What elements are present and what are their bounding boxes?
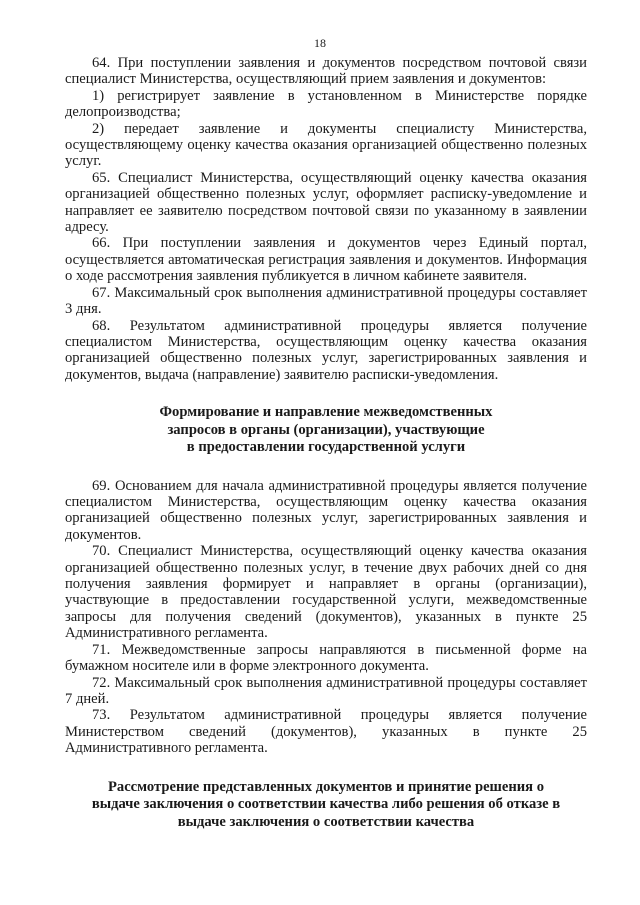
paragraph-69: 69. Основанием для начала административной процедуры является получение специалистом Министерства, осуществляющим оценку качества оказания организацией общественно полезных услуг, зарегистрированных заявления и документов. [65, 477, 587, 543]
section-heading-review-documents [65, 779, 587, 832]
heading-line: запросов в органы (организации), участвующие [167, 421, 485, 438]
paragraph-70: 70. Специалист Министерства, осуществляющий оценку качества оказания организацией общественно полезных услуг, в течение двух рабочих дней со дня получения заявления формирует и направляет в органы (организации), участвующие в предоставлении государственной услуги, межведомственные запросы для получения сведений (документов), указанных в пункте 25 Административного регламента. [65, 543, 587, 642]
paragraph-66: 66. При поступлении заявления и документов через Единый портал, осуществляется автоматическая регистрация заявления и документов. Информация о ходе рассмотрения заявления публикуется в личном кабинете заявителя. [65, 235, 587, 285]
heading-line: выдаче заключения о соответствии качества либо решения об отказе в [91, 796, 561, 813]
paragraph-67: 67. Максимальный срок выполнения административной процедуры составляет 3 дня. [65, 284, 587, 318]
document-body [65, 55, 587, 831]
heading-line: Формирование и направление межведомственных [159, 404, 493, 421]
heading-line: выдаче заключения о соответствии качества [177, 813, 475, 830]
page-number: 18 [314, 36, 326, 50]
paragraph-72: 72. Максимальный срок выполнения административной процедуры составляет 7 дней. [65, 674, 587, 707]
heading-line: в предоставлении государственной услуги [186, 439, 466, 456]
paragraph-65: 65. Специалист Министерства, осуществляющий оценку качества оказания организацией общественно полезных услуг, оформляет расписку-уведомление и направляет ее заявителю посредством почтовой связи по указанному в заявлении адресу. [65, 169, 587, 236]
section-heading-interagency-requests [65, 404, 587, 457]
paragraph-71: 71. Межведомственные запросы направляются в письменной форме на бумажном носителе или в форме электронного документа. [65, 641, 587, 675]
paragraph-64: 64. При поступлении заявления и документов посредством почтовой связи специалист Министерства, осуществляющий прием заявления и документов: [65, 55, 587, 88]
paragraph-73: 73. Результатом административной процедуры является получение Министерством сведений (документов), указанных в пункте 25 Административного регламента. [65, 707, 587, 757]
paragraph-64-item-2: 2) передает заявление и документы специалисту Министерства, осуществляющему оценку качества оказания организацией общественно полезных услуг. [65, 120, 587, 170]
paragraph-64-item-1: 1) регистрирует заявление в установленном в Министерстве порядке делопроизводства; [65, 87, 587, 121]
heading-line: Рассмотрение представленных документов и принятие решения о [107, 778, 545, 795]
paragraph-68: 68. Результатом административной процедуры является получение специалистом Министерства, осуществляющим оценку качества оказания организацией общественно полезных услуг, зарегистрированных заявления и документов, выдача (направление) заявителю расписки-уведомления. [65, 317, 587, 383]
